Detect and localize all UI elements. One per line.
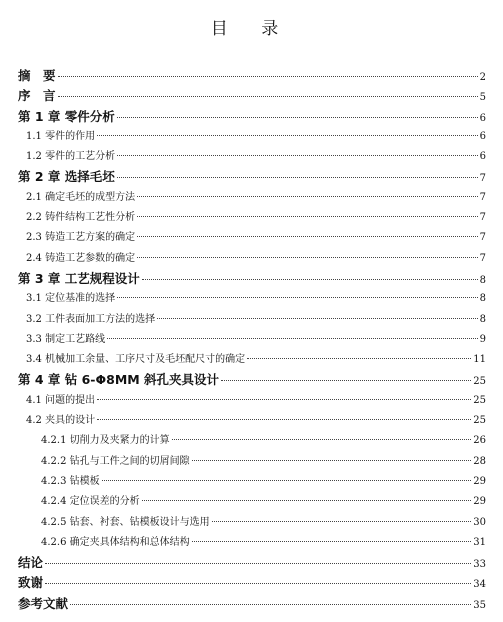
toc-entry-title: 第 1 章 零件分析	[18, 108, 115, 124]
toc-entry[interactable]	[18, 289, 486, 309]
toc-dot-leader	[107, 338, 478, 339]
toc-entry-page: 31	[473, 536, 486, 548]
toc-entry-page: 7	[479, 212, 486, 224]
toc-entry-title: 致谢	[18, 575, 44, 591]
toc-entry-title: 3.2 工件表面加工方法的选择	[26, 313, 156, 325]
toc-entry-page: 6	[479, 112, 486, 124]
toc-entry[interactable]	[18, 391, 486, 411]
toc-entry-title: 2.3 铸造工艺方案的确定	[26, 232, 136, 244]
toc-entry[interactable]	[18, 431, 486, 451]
toc-dot-leader	[117, 177, 478, 178]
toc-entry-title: 3.1 定位基准的选择	[26, 293, 116, 305]
toc-entry-page: 7	[479, 191, 486, 203]
toc-entry-title: 序 言	[18, 88, 56, 104]
toc-entry[interactable]	[18, 167, 486, 187]
toc-entry-page: 6	[479, 151, 486, 163]
toc-dot-leader	[117, 155, 478, 156]
toc-entry[interactable]	[18, 249, 486, 269]
toc-dot-leader	[70, 604, 471, 605]
toc-entry-title: 2.2 铸件结构工艺性分析	[26, 212, 136, 224]
toc-entry[interactable]	[18, 86, 486, 106]
toc-dot-leader	[157, 318, 478, 319]
toc-entry-page: 2	[479, 72, 486, 83]
toc-entry-title: 4.2.1 切削力及夹紧力的计算	[41, 435, 170, 447]
toc-entry-title: 4.2.5 钻套、衬套、钻模板设计与选用	[41, 516, 210, 528]
toc-entry[interactable]	[18, 492, 486, 512]
toc-entry-page: 29	[473, 496, 486, 508]
toc-dot-leader	[221, 380, 471, 381]
toc-entry[interactable]	[18, 411, 486, 431]
toc-entry-title: 第 3 章 工艺规程设计	[18, 270, 140, 286]
toc-entry-title: 3.3 制定工艺路线	[26, 333, 106, 345]
toc-entry-title: 结论	[18, 555, 44, 571]
toc-entry-page: 11	[473, 354, 486, 366]
toc-dot-leader	[97, 399, 471, 400]
toc-entry-page: 29	[473, 475, 486, 487]
toc-entry[interactable]	[18, 310, 486, 330]
toc-dot-leader	[45, 583, 471, 584]
toc-entry[interactable]	[18, 330, 486, 350]
toc-dot-leader	[102, 480, 472, 481]
toc-entry-title: 4.2.2 钻孔与工件之间的切屑间隙	[41, 455, 190, 467]
toc-dot-leader	[45, 563, 471, 564]
toc-entry[interactable]	[18, 127, 486, 147]
toc-dot-leader	[192, 460, 472, 461]
toc-entry-title: 第 2 章 选择毛坯	[18, 169, 115, 185]
toc-entry-title: 摘 要	[18, 68, 56, 83]
toc-entry-page: 30	[473, 516, 486, 528]
toc-entry-title: 4.2 夹具的设计	[26, 415, 96, 427]
toc-entry[interactable]	[18, 188, 486, 208]
toc-entry-page: 5	[479, 92, 486, 104]
toc-entry-title: 3.4 机械加工余量、工序尺寸及毛坯配尺寸的确定	[26, 354, 246, 366]
toc-entry-page: 35	[473, 599, 486, 611]
toc-entry[interactable]	[18, 533, 486, 553]
toc-entry[interactable]	[18, 228, 486, 248]
toc-entry-page: 8	[479, 293, 486, 305]
toc-entry-title: 1.2 零件的工艺分析	[26, 151, 116, 163]
toc-entry-page: 28	[473, 455, 486, 467]
toc-entry-page: 7	[479, 173, 486, 185]
toc-entry[interactable]	[18, 452, 486, 472]
toc-dot-leader	[137, 196, 478, 197]
toc-entry[interactable]	[18, 66, 486, 86]
toc-dot-leader	[137, 257, 478, 258]
toc-dot-leader	[58, 96, 478, 97]
toc-entry-title: 4.2.6 确定夹具体结构和总体结构	[41, 536, 190, 548]
toc-entry[interactable]	[18, 573, 486, 593]
toc-dot-leader	[142, 500, 472, 501]
toc-dot-leader	[212, 521, 472, 522]
toc-entry-title: 2.4 铸造工艺参数的确定	[26, 252, 136, 264]
toc-entry-page: 8	[479, 274, 486, 286]
toc-dot-leader	[192, 541, 472, 542]
toc-entry[interactable]	[18, 472, 486, 492]
toc-entry[interactable]	[18, 594, 486, 614]
toc-dot-leader	[97, 419, 471, 420]
toc-entry-page: 26	[473, 435, 486, 447]
toc-entry-page: 6	[479, 130, 486, 142]
toc-entry-title: 2.1 确定毛坯的成型方法	[26, 191, 136, 203]
toc-entry-title: 第 4 章 钻 6-Φ8MM 斜孔夹具设计	[18, 372, 220, 388]
toc-dot-leader	[137, 216, 478, 217]
toc-entry[interactable]	[18, 107, 486, 127]
toc-entry-title: 4.1 问题的提出	[26, 394, 96, 406]
toc-entry[interactable]	[18, 553, 486, 573]
toc-entry-title: 4.2.4 定位误差的分析	[41, 496, 140, 508]
toc-entry-title: 1.1 零件的作用	[26, 130, 96, 142]
toc-entry-page: 7	[479, 232, 486, 244]
toc-dot-leader	[117, 117, 478, 118]
toc-entry-page: 9	[479, 333, 486, 345]
toc-entry-page: 7	[479, 252, 486, 264]
toc-entry[interactable]	[18, 269, 486, 289]
toc-entry-page: 34	[473, 579, 486, 591]
toc-entry-page: 25	[473, 394, 486, 406]
toc-entry-title: 4.2.3 钻模板	[41, 475, 100, 487]
toc-dot-leader	[117, 297, 478, 298]
toc-entry-page: 33	[473, 559, 486, 571]
toc-dot-leader	[142, 279, 478, 280]
toc-entry-page: 8	[479, 313, 486, 325]
toc-dot-leader	[58, 76, 478, 77]
toc-entry[interactable]	[18, 208, 486, 228]
toc-dot-leader	[137, 236, 478, 237]
toc-dot-leader	[247, 358, 471, 359]
toc-dot-leader	[172, 439, 472, 440]
toc-entry[interactable]	[18, 513, 486, 533]
toc-entry[interactable]	[18, 147, 486, 167]
page-title: 目 录	[210, 19, 293, 39]
toc-entry-page: 25	[473, 376, 486, 388]
toc-entry-title: 参考文献	[18, 595, 69, 611]
toc-dot-leader	[97, 135, 478, 136]
table-of-contents	[18, 66, 486, 614]
toc-entry[interactable]	[18, 350, 486, 370]
toc-entry[interactable]	[18, 370, 486, 390]
toc-entry-page: 25	[473, 415, 486, 427]
